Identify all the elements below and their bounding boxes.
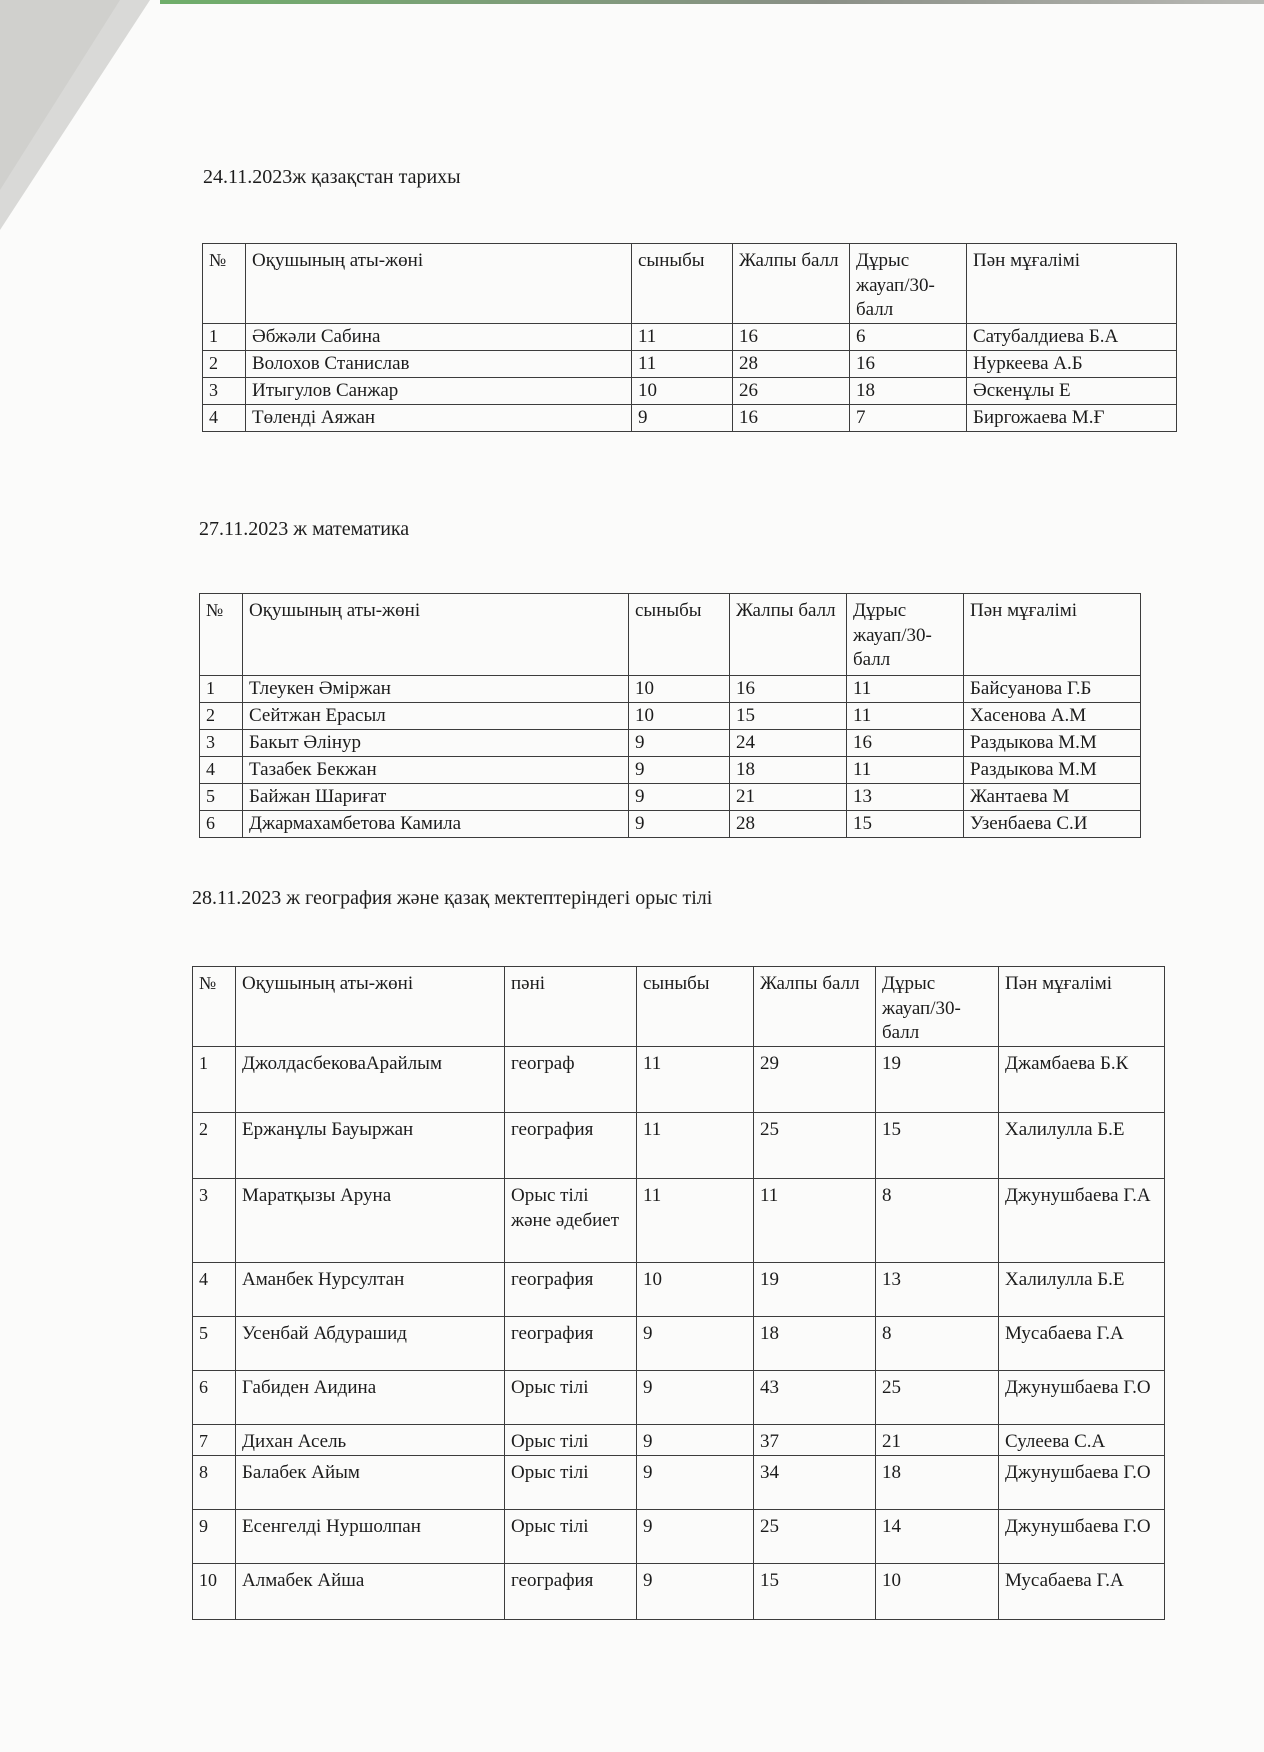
cell-student-name: Габиден Аидина bbox=[236, 1371, 505, 1425]
cell-correct-answers: 8 bbox=[876, 1179, 999, 1263]
cell-grade: 9 bbox=[637, 1509, 754, 1563]
cell-correct-answers: 13 bbox=[847, 784, 964, 811]
cell-subject: географ bbox=[505, 1047, 637, 1113]
header-student-name: Оқушының аты-жөні bbox=[246, 244, 632, 324]
table-row bbox=[200, 757, 1141, 784]
cell-number: 8 bbox=[193, 1455, 236, 1509]
header-student-name: Оқушының аты-жөні bbox=[236, 967, 505, 1047]
cell-teacher: Узенбаева С.И bbox=[964, 811, 1141, 838]
header-correct-answers: Дұрыс жауап/30-балл bbox=[850, 244, 967, 324]
cell-correct-answers: 25 bbox=[876, 1371, 999, 1425]
cell-student-name: Ержанұлы Бауыржан bbox=[236, 1113, 505, 1179]
cell-grade: 10 bbox=[629, 676, 730, 703]
cell-student-name: Усенбай Абдурашид bbox=[236, 1317, 505, 1371]
cell-student-name: Тлеукен Әміржан bbox=[243, 676, 629, 703]
cell-total-score: 11 bbox=[754, 1179, 876, 1263]
table-row bbox=[193, 1371, 1165, 1425]
cell-correct-answers: 10 bbox=[876, 1563, 999, 1619]
table-row bbox=[193, 1317, 1165, 1371]
cell-subject: Орыс тілі bbox=[505, 1455, 637, 1509]
header-teacher: Пән мұғалімі bbox=[999, 967, 1165, 1047]
section-3-title: 28.11.2023 ж география және қазақ мектептеріндегі орыс тілі bbox=[192, 887, 713, 909]
table-header-row bbox=[203, 244, 1177, 324]
cell-number: 6 bbox=[200, 811, 243, 838]
cell-grade: 10 bbox=[629, 703, 730, 730]
cell-subject: Орыс тілі bbox=[505, 1425, 637, 1456]
cell-correct-answers: 16 bbox=[847, 730, 964, 757]
cell-number: 10 bbox=[193, 1563, 236, 1619]
table-row bbox=[193, 1047, 1165, 1113]
cell-total-score: 29 bbox=[754, 1047, 876, 1113]
cell-number: 4 bbox=[200, 757, 243, 784]
cell-grade: 9 bbox=[632, 405, 733, 432]
header-grade: сыныбы bbox=[629, 594, 730, 676]
cell-grade: 9 bbox=[637, 1563, 754, 1619]
cell-grade: 11 bbox=[637, 1179, 754, 1263]
cell-teacher: Жантаева М bbox=[964, 784, 1141, 811]
cell-grade: 9 bbox=[629, 811, 730, 838]
table-body bbox=[193, 1047, 1165, 1620]
cell-teacher: Нуркеева А.Б bbox=[967, 351, 1177, 378]
cell-number: 4 bbox=[203, 405, 246, 432]
cell-teacher: Раздыкова М.М bbox=[964, 730, 1141, 757]
cell-total-score: 25 bbox=[754, 1113, 876, 1179]
cell-grade: 9 bbox=[629, 757, 730, 784]
cell-total-score: 18 bbox=[730, 757, 847, 784]
cell-correct-answers: 14 bbox=[876, 1509, 999, 1563]
cell-teacher: Джунушбаева Г.О bbox=[999, 1371, 1165, 1425]
cell-total-score: 34 bbox=[754, 1455, 876, 1509]
cell-student-name: Итыгулов Санжар bbox=[246, 378, 632, 405]
cell-teacher: Джунушбаева Г.О bbox=[999, 1455, 1165, 1509]
cell-grade: 9 bbox=[637, 1455, 754, 1509]
cell-teacher: Раздыкова М.М bbox=[964, 757, 1141, 784]
cell-teacher: Халилулла Б.Е bbox=[999, 1263, 1165, 1317]
cell-teacher: Биргожаева М.Ғ bbox=[967, 405, 1177, 432]
table-row bbox=[193, 1563, 1165, 1619]
cell-correct-answers: 13 bbox=[876, 1263, 999, 1317]
cell-grade: 11 bbox=[637, 1113, 754, 1179]
cell-total-score: 19 bbox=[754, 1263, 876, 1317]
table-body bbox=[203, 324, 1177, 432]
cell-subject: Орыс тілі және әдебиет bbox=[505, 1179, 637, 1263]
cell-total-score: 43 bbox=[754, 1371, 876, 1425]
cell-student-name: Балабек Айым bbox=[236, 1455, 505, 1509]
folded-corner-shadow bbox=[0, 0, 120, 190]
cell-student-name: Дихан Асель bbox=[236, 1425, 505, 1456]
table-header-row bbox=[193, 967, 1165, 1047]
cell-student-name: Аманбек Нурсултан bbox=[236, 1263, 505, 1317]
table-row bbox=[193, 1509, 1165, 1563]
cell-grade: 9 bbox=[637, 1317, 754, 1371]
math-results-table bbox=[199, 593, 1141, 838]
header-number: № bbox=[203, 244, 246, 324]
cell-correct-answers: 19 bbox=[876, 1047, 999, 1113]
cell-number: 3 bbox=[203, 378, 246, 405]
header-number: № bbox=[193, 967, 236, 1047]
geography-russian-results-table bbox=[192, 966, 1165, 1620]
cell-subject: география bbox=[505, 1263, 637, 1317]
header-correct-answers: Дұрыс жауап/30-балл bbox=[876, 967, 999, 1047]
cell-correct-answers: 11 bbox=[847, 703, 964, 730]
cell-correct-answers: 7 bbox=[850, 405, 967, 432]
cell-student-name: Төленді Аяжан bbox=[246, 405, 632, 432]
cell-teacher: Сулеева С.А bbox=[999, 1425, 1165, 1456]
cell-number: 1 bbox=[203, 324, 246, 351]
cell-total-score: 16 bbox=[733, 405, 850, 432]
cell-total-score: 16 bbox=[733, 324, 850, 351]
cell-student-name: Волохов Станислав bbox=[246, 351, 632, 378]
cell-grade: 11 bbox=[637, 1047, 754, 1113]
cell-total-score: 37 bbox=[754, 1425, 876, 1456]
cell-correct-answers: 11 bbox=[847, 676, 964, 703]
table-row bbox=[200, 784, 1141, 811]
table-row bbox=[193, 1425, 1165, 1456]
cell-total-score: 24 bbox=[730, 730, 847, 757]
cell-student-name: Джармахамбетова Камила bbox=[243, 811, 629, 838]
table-row bbox=[203, 405, 1177, 432]
cell-teacher: Байсуанова Г.Б bbox=[964, 676, 1141, 703]
table-row bbox=[200, 730, 1141, 757]
page-top-edge bbox=[160, 0, 1264, 4]
header-number: № bbox=[200, 594, 243, 676]
cell-student-name: Есенгелді Нуршолпан bbox=[236, 1509, 505, 1563]
cell-correct-answers: 11 bbox=[847, 757, 964, 784]
cell-total-score: 28 bbox=[730, 811, 847, 838]
table-row bbox=[203, 324, 1177, 351]
cell-grade: 9 bbox=[637, 1371, 754, 1425]
cell-number: 5 bbox=[193, 1317, 236, 1371]
cell-number: 2 bbox=[203, 351, 246, 378]
cell-number: 1 bbox=[193, 1047, 236, 1113]
cell-student-name: Тазабек Бекжан bbox=[243, 757, 629, 784]
cell-teacher: Мусабаева Г.А bbox=[999, 1317, 1165, 1371]
cell-subject: география bbox=[505, 1113, 637, 1179]
cell-correct-answers: 18 bbox=[876, 1455, 999, 1509]
cell-correct-answers: 8 bbox=[876, 1317, 999, 1371]
header-teacher: Пән мұғалімі bbox=[964, 594, 1141, 676]
cell-subject: география bbox=[505, 1317, 637, 1371]
cell-number: 3 bbox=[193, 1179, 236, 1263]
cell-student-name: Сейтжан Ерасыл bbox=[243, 703, 629, 730]
cell-total-score: 15 bbox=[730, 703, 847, 730]
cell-student-name: Бакыт Әлінур bbox=[243, 730, 629, 757]
header-teacher: Пән мұғалімі bbox=[967, 244, 1177, 324]
table-row bbox=[200, 676, 1141, 703]
cell-number: 4 bbox=[193, 1263, 236, 1317]
cell-student-name: Байжан Шариғат bbox=[243, 784, 629, 811]
table-row bbox=[203, 351, 1177, 378]
cell-subject: география bbox=[505, 1563, 637, 1619]
cell-grade: 9 bbox=[629, 730, 730, 757]
header-total-score: Жалпы балл bbox=[730, 594, 847, 676]
cell-subject: Орыс тілі bbox=[505, 1509, 637, 1563]
cell-grade: 10 bbox=[632, 378, 733, 405]
cell-number: 6 bbox=[193, 1371, 236, 1425]
header-correct-answers: Дұрыс жауап/30-балл bbox=[847, 594, 964, 676]
cell-grade: 10 bbox=[637, 1263, 754, 1317]
cell-grade: 11 bbox=[632, 324, 733, 351]
cell-correct-answers: 21 bbox=[876, 1425, 999, 1456]
cell-student-name: Әбжәли Сабина bbox=[246, 324, 632, 351]
header-total-score: Жалпы балл bbox=[733, 244, 850, 324]
header-total-score: Жалпы балл bbox=[754, 967, 876, 1047]
table-row bbox=[193, 1113, 1165, 1179]
table-row bbox=[193, 1263, 1165, 1317]
table-body bbox=[200, 676, 1141, 838]
table-row bbox=[200, 703, 1141, 730]
cell-correct-answers: 18 bbox=[850, 378, 967, 405]
cell-teacher: Джунушбаева Г.А bbox=[999, 1179, 1165, 1263]
cell-correct-answers: 15 bbox=[876, 1113, 999, 1179]
header-subject: пәні bbox=[505, 967, 637, 1047]
cell-teacher: Джунушбаева Г.О bbox=[999, 1509, 1165, 1563]
cell-teacher: Джамбаева Б.К bbox=[999, 1047, 1165, 1113]
table-header-row bbox=[200, 594, 1141, 676]
header-student-name: Оқушының аты-жөні bbox=[243, 594, 629, 676]
table-row bbox=[193, 1179, 1165, 1263]
cell-total-score: 21 bbox=[730, 784, 847, 811]
cell-number: 9 bbox=[193, 1509, 236, 1563]
header-grade: сыныбы bbox=[632, 244, 733, 324]
cell-correct-answers: 6 bbox=[850, 324, 967, 351]
cell-grade: 9 bbox=[629, 784, 730, 811]
cell-total-score: 15 bbox=[754, 1563, 876, 1619]
cell-teacher: Халилулла Б.Е bbox=[999, 1113, 1165, 1179]
history-results-table bbox=[202, 243, 1177, 432]
cell-total-score: 26 bbox=[733, 378, 850, 405]
cell-correct-answers: 15 bbox=[847, 811, 964, 838]
cell-total-score: 16 bbox=[730, 676, 847, 703]
cell-number: 3 bbox=[200, 730, 243, 757]
section-1-title: 24.11.2023ж қазақстан тарихы bbox=[203, 166, 461, 188]
cell-teacher: Хасенова А.М bbox=[964, 703, 1141, 730]
table-row bbox=[203, 378, 1177, 405]
cell-number: 2 bbox=[193, 1113, 236, 1179]
cell-total-score: 28 bbox=[733, 351, 850, 378]
cell-total-score: 18 bbox=[754, 1317, 876, 1371]
cell-number: 7 bbox=[193, 1425, 236, 1456]
section-2-title: 27.11.2023 ж математика bbox=[199, 518, 410, 540]
cell-teacher: Сатубалдиева Б.А bbox=[967, 324, 1177, 351]
cell-student-name: Алмабек Айша bbox=[236, 1563, 505, 1619]
table-row bbox=[193, 1455, 1165, 1509]
cell-correct-answers: 16 bbox=[850, 351, 967, 378]
cell-grade: 9 bbox=[637, 1425, 754, 1456]
cell-teacher: Әскенұлы Е bbox=[967, 378, 1177, 405]
cell-grade: 11 bbox=[632, 351, 733, 378]
cell-number: 2 bbox=[200, 703, 243, 730]
cell-total-score: 25 bbox=[754, 1509, 876, 1563]
cell-student-name: ДжолдасбековаАрайлым bbox=[236, 1047, 505, 1113]
cell-number: 1 bbox=[200, 676, 243, 703]
cell-student-name: Маратқызы Аруна bbox=[236, 1179, 505, 1263]
header-grade: сыныбы bbox=[637, 967, 754, 1047]
cell-teacher: Мусабаева Г.А bbox=[999, 1563, 1165, 1619]
table-row bbox=[200, 811, 1141, 838]
cell-number: 5 bbox=[200, 784, 243, 811]
cell-subject: Орыс тілі bbox=[505, 1371, 637, 1425]
